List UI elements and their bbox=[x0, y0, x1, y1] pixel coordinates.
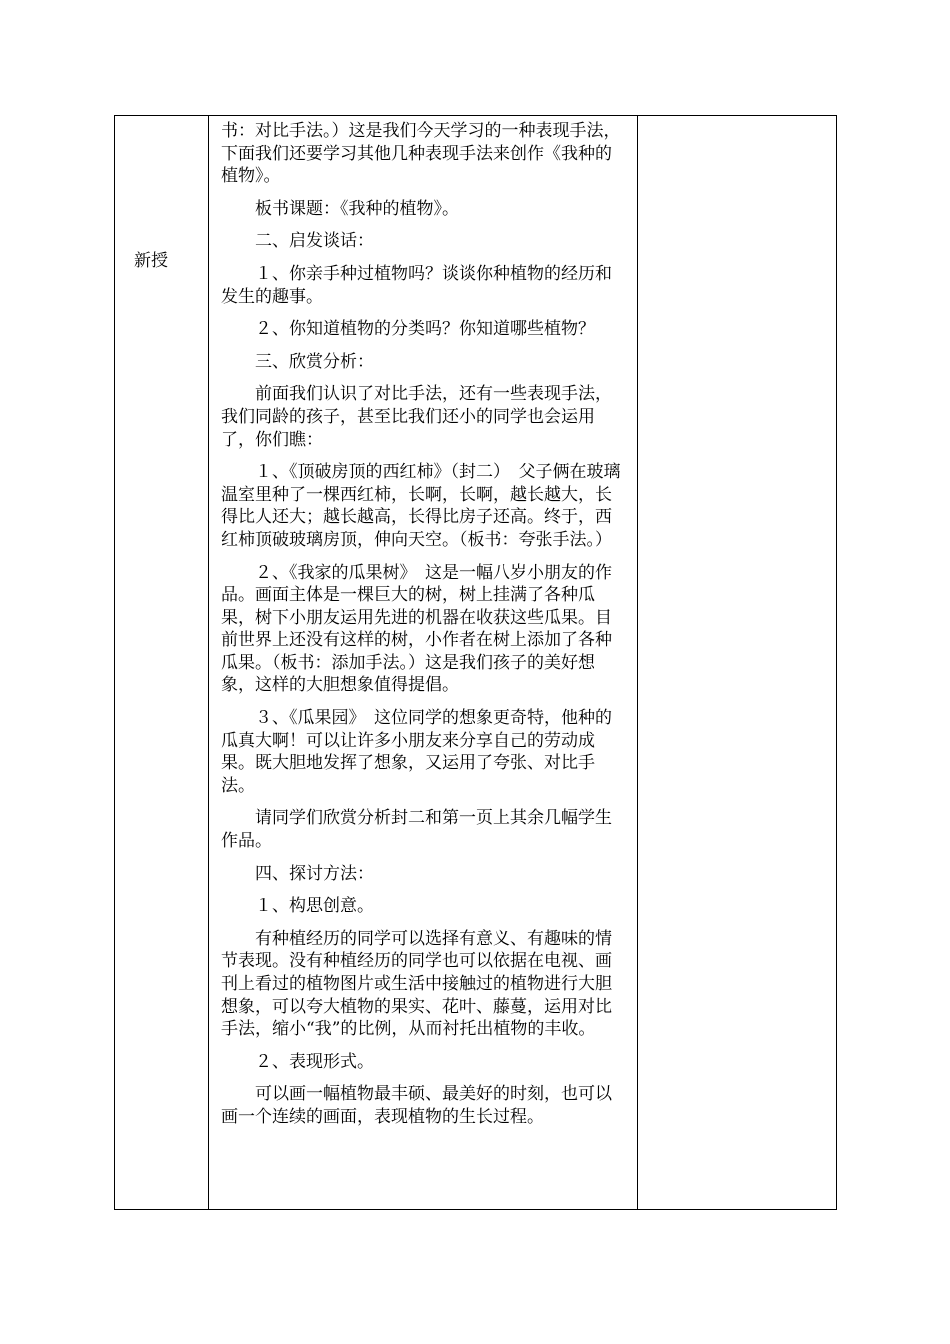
paragraph: 三、欣赏分析： bbox=[255, 351, 374, 372]
paragraph: ２、表现形式。 bbox=[255, 1051, 374, 1072]
paragraph: 有种植经历的同学可以选择有意义、有趣味的情节表现。没有种植经历的同学也可以依据在电视、画刊上看过的植物图片或生活中接触过的植物进行大胆想象，可以夸大植物的果实、花叶、藤蔓，运用对比手法，缩小“我”的比例，从而衬托出植物的丰收。 bbox=[221, 928, 612, 1040]
lesson-content-cell bbox=[209, 116, 638, 1210]
paragraph: 四、探讨方法： bbox=[255, 863, 374, 884]
paragraph: ３、《瓜果园》 这位同学的想象更奇特，他种的瓜真大啊！可以让许多小朋友来分享自己的劳动成果。既大胆地发挥了想象，又运用了夸张、对比手法。 bbox=[221, 708, 612, 796]
paragraph: １、你亲手种过植物吗？谈谈你种植物的经历和发生的趣事。 bbox=[221, 263, 612, 307]
notes-cell bbox=[638, 116, 837, 1210]
table-row bbox=[115, 116, 837, 1210]
paragraph: 书：对比手法。）这是我们今天学习的一种表现手法，下面我们还要学习其他几种表现手法来创作《我种的植物》。 bbox=[221, 121, 621, 187]
paragraph: １、《顶破房顶的西红柿》（封二） 父子俩在玻璃温室里种了一棵西红柿，长啊，长啊，越长越大，长得比人还大；越长越高，长得比房子还高。终于，西红柿顶破玻璃房顶，伸向天空。（板书：夸张手法。） bbox=[221, 462, 621, 550]
lesson-content bbox=[209, 116, 637, 1129]
paragraph: ２、《我家的瓜果树》 这是一幅八岁小朋友的作品。画面主体是一棵巨大的树，树上挂满了各种瓜果，树下小朋友运用先进的机器在收获这些瓜果。目前世界上还没有这样的树，小作者在树上添加了各种瓜果。（板书：添加手法。）这是我们孩子的美好想象，这样的大胆想象值得提倡。 bbox=[221, 562, 612, 696]
section-label: 新授 bbox=[134, 251, 168, 271]
paragraph: 请同学们欣赏分析封二和第一页上其余几幅学生作品。 bbox=[221, 808, 612, 852]
paragraph: 二、启发谈话： bbox=[255, 231, 374, 252]
paragraph: 板书课题：《我种的植物》。 bbox=[255, 198, 459, 219]
lesson-plan-table bbox=[114, 115, 837, 1210]
paragraph: ２、你知道植物的分类吗？你知道哪些植物？ bbox=[255, 319, 595, 340]
paragraph: 可以画一幅植物最丰硕、最美好的时刻，也可以画一个连续的画面，表现植物的生长过程。 bbox=[221, 1084, 612, 1127]
section-label-cell bbox=[115, 116, 209, 1210]
paragraph: １、构思创意。 bbox=[255, 896, 374, 917]
paragraph: 前面我们认识了对比手法，还有一些表现手法，我们同龄的孩子，甚至比我们还小的同学也会运用了，你们瞧： bbox=[221, 384, 612, 450]
